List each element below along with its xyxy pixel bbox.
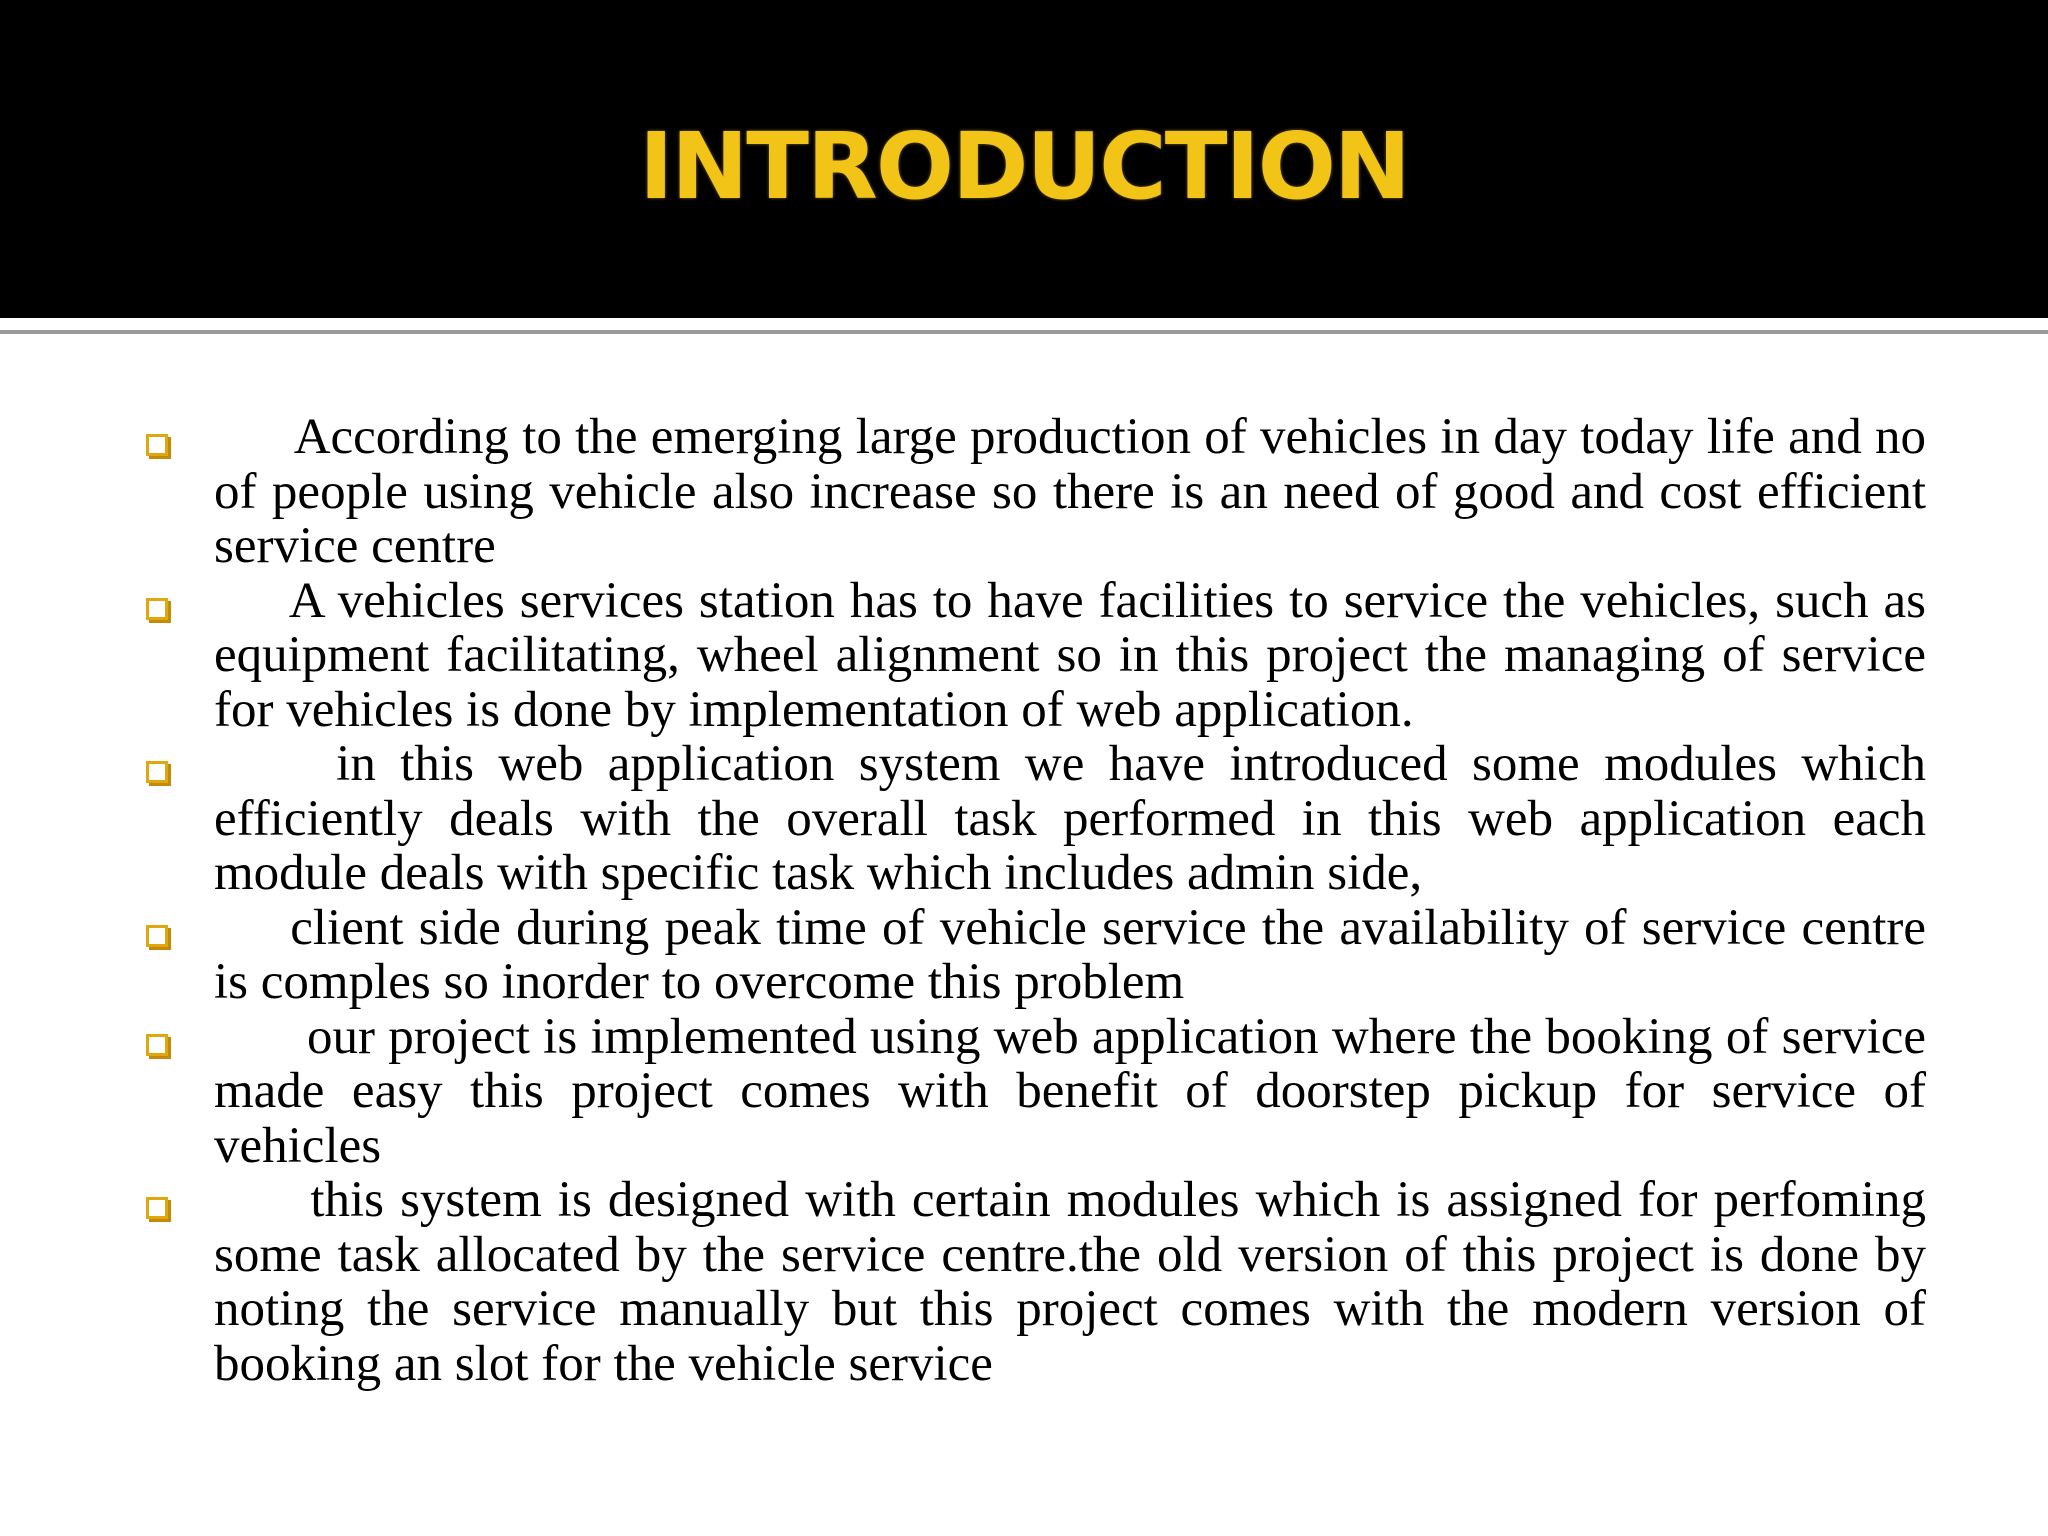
bullet-text: According to the emerging large production of vehicles in day today life and no of people using vehicle also increase so there is an need of good and cost efficient service centre (214, 409, 1939, 574)
hollow-square-bullet-icon (146, 925, 168, 947)
bullet-text: A vehicles services station has to have facilities to service the vehicles, such as equipment facilitating, wheel alignment so in this project the managing of service for vehicles is done by implementation of web application. (214, 572, 1952, 738)
bullet-text: in this web application system we have introduced some modules which efficiently deals with the overall task performed in this web application each module deals with specific task which includes admin side, (214, 736, 1939, 901)
bullet-item (0, 1172, 1939, 1392)
bullet-text: client side during peak time of vehicle service the availability of service centre is comples so inorder to overcome this problem (214, 899, 1939, 1010)
bullet-item (0, 572, 1952, 738)
bullet-list (0, 410, 2048, 1391)
bullet-item (0, 409, 1939, 574)
bullet-item (0, 1008, 1939, 1174)
title-band (0, 0, 2048, 318)
bullet-text: our project is implemented using web application where the booking of service made easy this project comes with benefit of doorstep pickup for service of vehicles (214, 1008, 1939, 1174)
bullet-text: this system is designed with certain modules which is assigned for perfoming some task allocated by the service centre.the old version of this project is done by noting the service manually but this project comes with the modern version of booking an slot for the vehicle service (214, 1172, 1939, 1392)
bullet-item (0, 736, 1939, 901)
hollow-square-bullet-icon (146, 598, 168, 620)
bullet-item (0, 899, 1939, 1010)
hollow-square-bullet-icon (146, 1197, 168, 1219)
title-divider (0, 330, 2048, 334)
hollow-square-bullet-icon (146, 761, 168, 783)
slide-title: INTRODUCTION (639, 112, 1409, 220)
hollow-square-bullet-icon (146, 1034, 168, 1056)
hollow-square-bullet-icon (146, 434, 168, 456)
